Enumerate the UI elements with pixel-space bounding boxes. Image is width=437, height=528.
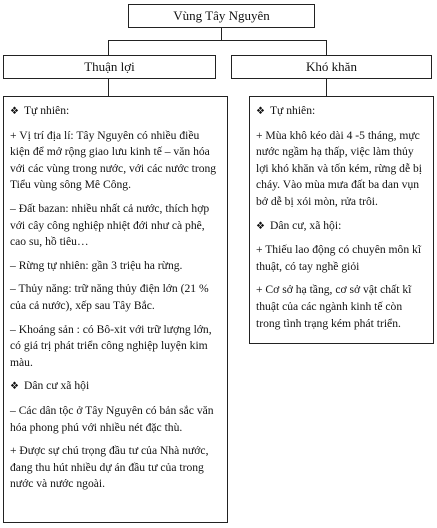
section-heading-text: Tự nhiên: [269, 104, 316, 117]
title-box: Vùng Tây Nguyên [128, 4, 315, 28]
section-heading [256, 103, 427, 121]
list-item: + Thiếu lao động có chuyên môn kĩ thuật, có tay nghề giỏi [256, 243, 422, 273]
advantages-panel [3, 96, 228, 523]
list-item: – Các dân tộc ở Tây Nguyên có bản sắc văn hóa phong phú với nhiều nét đặc thù. [10, 403, 214, 434]
difficulties-header: Khó khăn [231, 55, 432, 79]
section-heading [10, 378, 221, 396]
list-item: + Được sự chú trọng đầu tư của Nhà nước, đang thu hút nhiều dự án đầu tư của trong nước và nước ngoài. [10, 444, 209, 491]
section-heading-text: Tự nhiên: [23, 104, 70, 117]
diamond-bullet-icon: ❖ [10, 106, 19, 117]
section-heading-text: Dân cư, xã hội: [269, 218, 342, 232]
list-item: + Mùa khô kéo dài 4 -5 tháng, mực nước ngầm hạ thấp, việc làm thủy lợi khó khăn và tốn kém, rừng dễ bị cháy. Vào mùa mưa đất ba dan vụn bở dễ bị xói mòn, rửa trôi. [256, 128, 423, 208]
section-heading-text: Dân cư xã hội [23, 379, 90, 393]
list-item: – Đất bazan: nhiều nhất cả nước, thích hợp với cây công nghiệp nhiệt đới như cà phê, cao su, hồ tiêu… [10, 201, 210, 249]
section-heading [10, 103, 221, 121]
list-item: – Rừng tự nhiên: gần 3 triệu ha rừng. [10, 258, 183, 272]
list-item: + Cơ sở hạ tầng, cơ sở vật chất kĩ thuật của các ngành kinh tế còn trong tình trạng kém phát triển. [256, 283, 412, 330]
section-heading [256, 218, 427, 236]
advantages-header: Thuận lợi [3, 55, 216, 79]
difficulties-panel [249, 96, 434, 344]
diamond-bullet-icon: ❖ [10, 381, 19, 393]
list-item: – Khoáng sản : có Bô-xit với trữ lượng lớn, có giá trị phát triển công nghiệp luyện kim màu. [10, 322, 212, 369]
diamond-bullet-icon: ❖ [256, 220, 265, 232]
list-item: + Vị trí địa lí: Tây Nguyên có nhiều điều kiện để mở rộng giao lưu kinh tế – văn hóa với các vùng trong nước, với các nước trong Tiểu vùng sông Mê Công. [10, 128, 217, 192]
list-item: – Thủy năng: trữ năng thủy điện lớn (21 % của cả nước), xếp sau Tây Bắc. [10, 282, 209, 312]
diamond-bullet-icon: ❖ [256, 106, 265, 117]
